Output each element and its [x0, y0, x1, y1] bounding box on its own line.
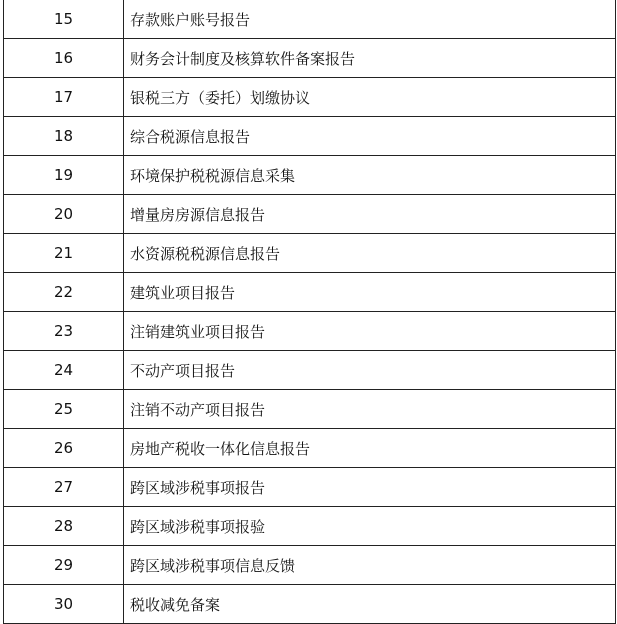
row-number: 26 — [4, 429, 124, 468]
row-number: 15 — [4, 0, 124, 39]
table-row — [4, 156, 616, 195]
items-table-body — [4, 0, 616, 624]
row-number: 25 — [4, 390, 124, 429]
row-number: 20 — [4, 195, 124, 234]
table-row — [4, 273, 616, 312]
row-number: 17 — [4, 78, 124, 117]
row-item-name: 建筑业项目报告 — [124, 273, 616, 312]
row-number: 18 — [4, 117, 124, 156]
table-row — [4, 429, 616, 468]
row-item-name: 综合税源信息报告 — [124, 117, 616, 156]
row-item-name: 注销不动产项目报告 — [124, 390, 616, 429]
row-item-name: 税收减免备案 — [124, 585, 616, 624]
row-number: 21 — [4, 234, 124, 273]
items-table — [3, 0, 616, 624]
row-item-name: 水资源税税源信息报告 — [124, 234, 616, 273]
row-number: 22 — [4, 273, 124, 312]
row-number: 29 — [4, 546, 124, 585]
table-row — [4, 0, 616, 39]
table-row — [4, 507, 616, 546]
row-item-name: 跨区域涉税事项报告 — [124, 468, 616, 507]
table-row — [4, 312, 616, 351]
row-number: 23 — [4, 312, 124, 351]
table-row — [4, 585, 616, 624]
table-row — [4, 351, 616, 390]
row-item-name: 不动产项目报告 — [124, 351, 616, 390]
row-item-name: 银税三方（委托）划缴协议 — [124, 78, 616, 117]
row-number: 30 — [4, 585, 124, 624]
row-item-name: 注销建筑业项目报告 — [124, 312, 616, 351]
row-item-name: 环境保护税税源信息采集 — [124, 156, 616, 195]
table-row — [4, 78, 616, 117]
row-number: 16 — [4, 39, 124, 78]
row-item-name: 房地产税收一体化信息报告 — [124, 429, 616, 468]
table-row — [4, 234, 616, 273]
row-item-name: 增量房房源信息报告 — [124, 195, 616, 234]
row-item-name: 存款账户账号报告 — [124, 0, 616, 39]
row-number: 19 — [4, 156, 124, 195]
table-row — [4, 117, 616, 156]
table-row — [4, 390, 616, 429]
row-item-name: 跨区域涉税事项报验 — [124, 507, 616, 546]
row-number: 27 — [4, 468, 124, 507]
row-item-name: 财务会计制度及核算软件备案报告 — [124, 39, 616, 78]
table-row — [4, 546, 616, 585]
row-item-name: 跨区域涉税事项信息反馈 — [124, 546, 616, 585]
table-row — [4, 468, 616, 507]
table-row — [4, 39, 616, 78]
table-row — [4, 195, 616, 234]
row-number: 24 — [4, 351, 124, 390]
row-number: 28 — [4, 507, 124, 546]
